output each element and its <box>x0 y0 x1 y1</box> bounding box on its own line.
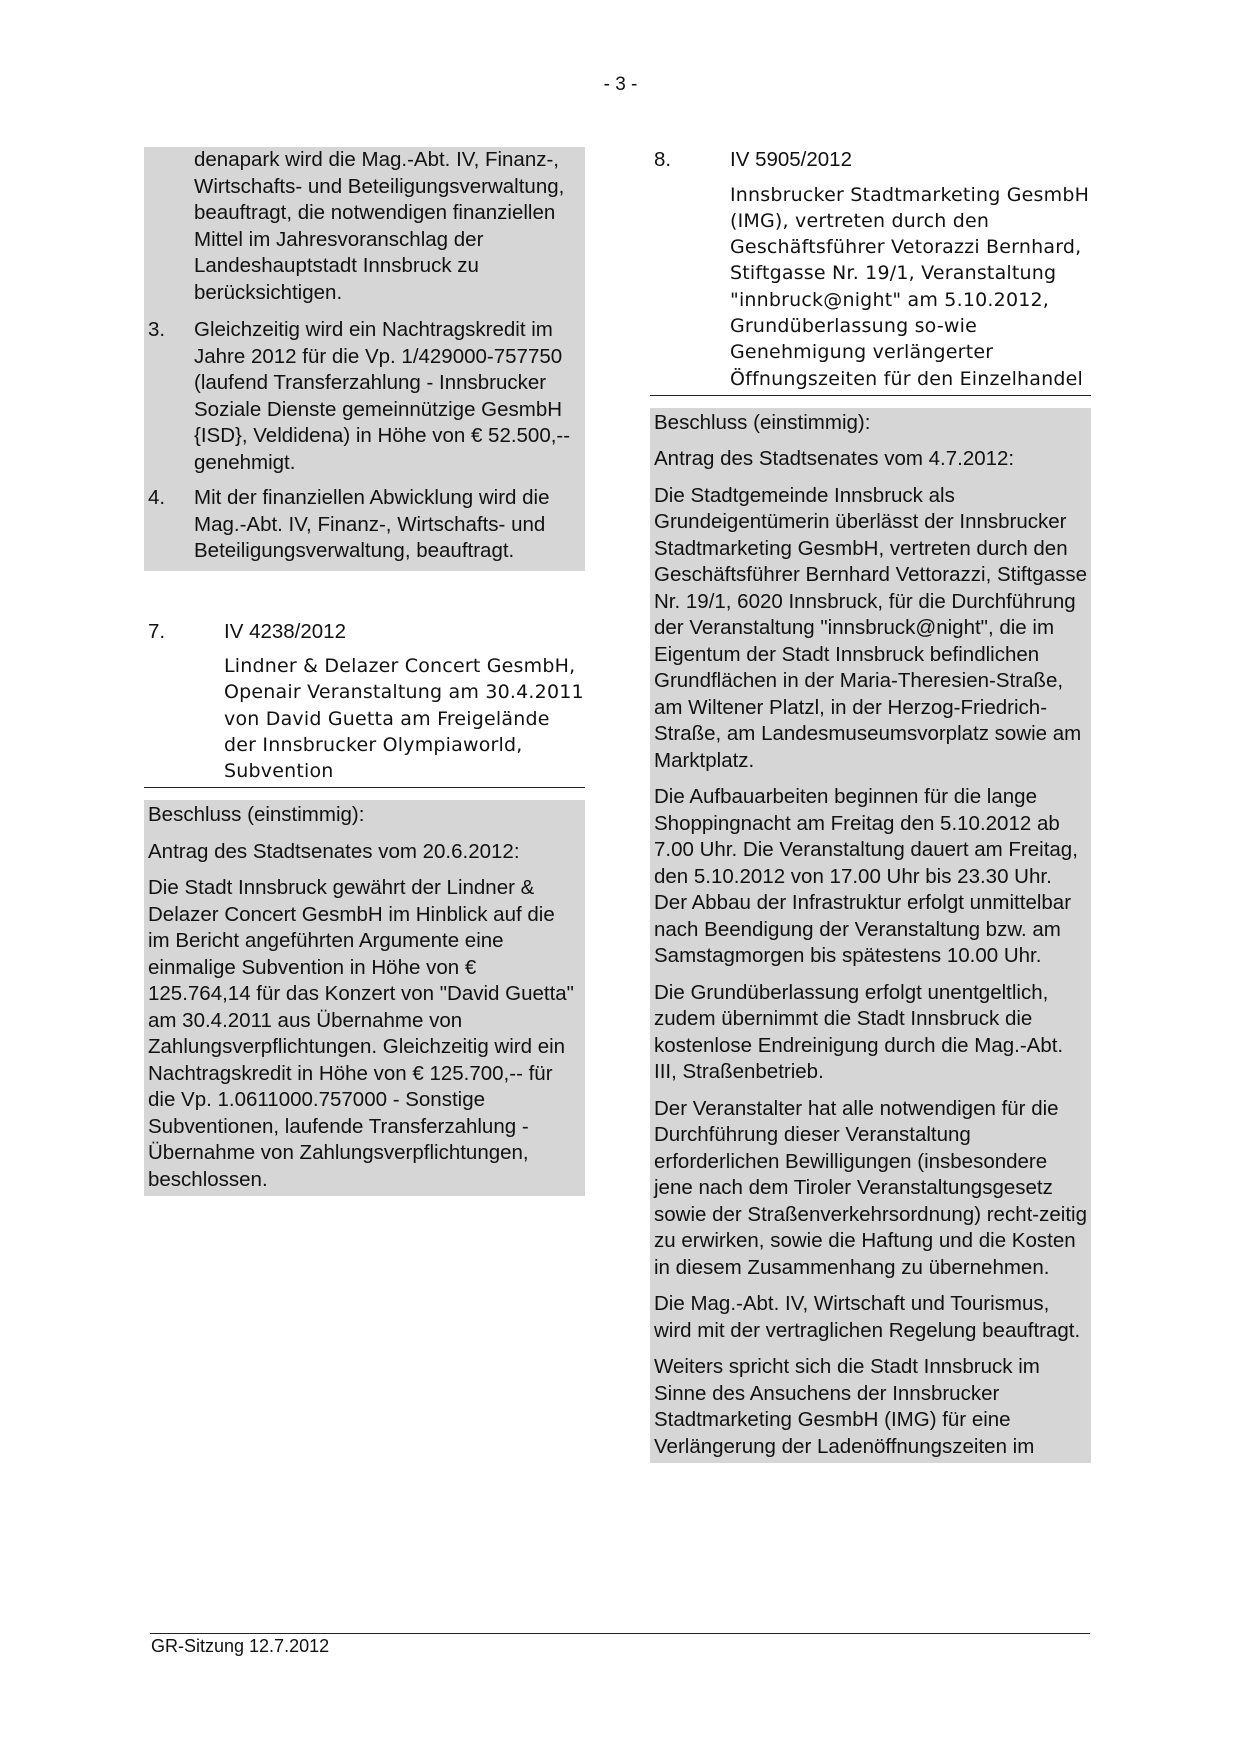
list-item-number: 3. <box>148 318 166 341</box>
list-item-text: Mit der finanziellen Abwicklung wird die Mag.-Abt. IV, Finanz-, Wirtschafts- und Beteiligungsverwaltung, beauftragt. <box>194 486 550 562</box>
list-item <box>144 314 585 482</box>
decision-label: Beschluss (einstimmig): <box>654 410 871 434</box>
item-header <box>650 147 1091 174</box>
page-number: - 3 - <box>603 74 638 95</box>
agenda-item-7 <box>144 619 585 1197</box>
item-header <box>144 619 585 646</box>
item-code: IV 4238/2012 <box>224 619 346 643</box>
decision-paragraph: Die Stadtgemeinde Innsbruck als Grundeigentümerin überlässt der Innsbrucker Stadtmarketing GesmbH, vertreten durch den Geschäftsführer Bernhard Vettorazzi, Stiftgasse Nr. 19/1, 6020 Innsbruck, für die Durchführung der Veranstaltung "innsbruck@night", die im Eigentum der Stadt Innsbruck befindlichen Grundflächen in der Maria-Theresien-Straße, am Wiltener Platzl, in der Herzog-Friedrich-Straße, am Landesmuseumsvorplatz sowie am Marktplatz. <box>654 483 1087 772</box>
continuation-block <box>144 147 585 571</box>
decision-paragraph: Die Mag.-Abt. IV, Wirtschaft und Tourismus, wird mit der vertraglichen Regelung beauftragt. <box>654 1292 1081 1342</box>
decision-label: Beschluss (einstimmig): <box>148 803 365 827</box>
decision-block <box>650 408 1091 1464</box>
list-item-text: Gleichzeitig wird ein Nachtragskredit im Jahre 2012 für die Vp. 1/429000-757750 (laufend Transferzahlung - Innsbrucker Soziale Dienste gemeinnützige GesmbH {ISD}, Veldidena) in Höhe von € 52.500,-- genehmigt. <box>194 318 571 474</box>
motion-label: Antrag des Stadtsenates vom 20.6.2012: <box>148 839 520 863</box>
motion-label: Antrag des Stadtsenates vom 4.7.2012: <box>654 447 1015 471</box>
decision-paragraph: Der Veranstalter hat alle notwendigen für die Durchführung dieser Veranstaltung erforderlichen Bewilligungen (insbesondere jene nach dem Tiroler Veranstaltungsgesetz sowie der Straßenverkehrsordnung) recht-zeitig zu erwirken, sowie die Haftung und die Kosten in diesem Zusammenhang zu übernehmen. <box>654 1096 1087 1279</box>
item-number: 7. <box>148 619 166 643</box>
decision-paragraph: Die Aufbauarbeiten beginnen für die lange Shoppingnacht am Freitag den 5.10.2012 ab 7.00 Uhr. Die Veranstaltung dauert am Freitag, den 5.10.2012 von 17.00 Uhr bis 23.30 Uhr. Der Abbau der Infrastruktur erfolgt unmittelbar nach Beendigung der Veranstaltung bzw. am Samstagmorgen bis spätestens 10.00 Uhr. <box>654 785 1078 968</box>
decision-paragraph: Die Stadt Innsbruck gewährt der Lindner & Delazer Concert GesmbH im Hinblick auf die im Bericht angeführten Argumente eine einmalige Subvention in Höhe von € 125.764,14 für das Konzert von "David Guetta" am 30.4.2011 aus Übernahme von Zahlungsverpflichtungen. Gleichzeitig wird ein Nachtragskredit in Höhe von € 125.700,-- für die Vp. 1.0611000.757000 - Sonstige Subventionen, laufende Transferzahlung - Übernahme von Zahlungsverpflichtungen, beschlossen. <box>148 876 574 1191</box>
agenda-item-8 <box>650 147 1091 1463</box>
left-column <box>144 147 585 1196</box>
item-number: 8. <box>654 148 672 171</box>
continuation-text: denapark wird die Mag.-Abt. IV, Finanz-, Wirtschafts- und Beteiligungsverwaltung, beauftragt, die notwendigen finanziellen Mittel im Jahresvoranschlag der Landeshauptstadt Innsbruck zu berücksichtigen. <box>194 148 565 304</box>
footer-text: GR-Sitzung 12.7.2012 <box>151 1636 330 1656</box>
list-item <box>144 482 585 571</box>
item-title: Innsbrucker Stadtmarketing GesmbH (IMG), vertreten durch den Geschäftsführer Vetorazzi Bernhard, Stiftgasse Nr. 19/1, Veranstaltung "innbruck@night" am 5.10.2012, Grundüberlassung so-wie Genehmigung verlängerter Öffnungszeiten für den Einzelhandel <box>650 182 1091 396</box>
item-code: IV 5905/2012 <box>730 148 852 171</box>
footer-divider <box>150 1633 1090 1634</box>
decision-paragraph: Weiters spricht sich die Stadt Innsbruck im Sinne des Ansuchens der Innsbrucker Stadtmarketing GesmbH (IMG) für eine Verlängerung der Ladenöffnungszeiten im <box>654 1355 1040 1458</box>
decision-block <box>144 800 585 1196</box>
decision-paragraph: Die Grundüberlassung erfolgt unentgeltlich, zudem übernimmt die Stadt Innsbruck die kostenlose Endreinigung durch die Mag.-Abt. III, Straßenbetrieb. <box>654 980 1064 1084</box>
list-item-number: 4. <box>148 486 166 509</box>
item-title: Lindner & Delazer Concert GesmbH, Openair Veranstaltung am 30.4.2011 von David Guetta am Freigelände der Innsbrucker Olympiaworld, Subvention <box>144 653 585 788</box>
right-column <box>650 147 1091 1463</box>
